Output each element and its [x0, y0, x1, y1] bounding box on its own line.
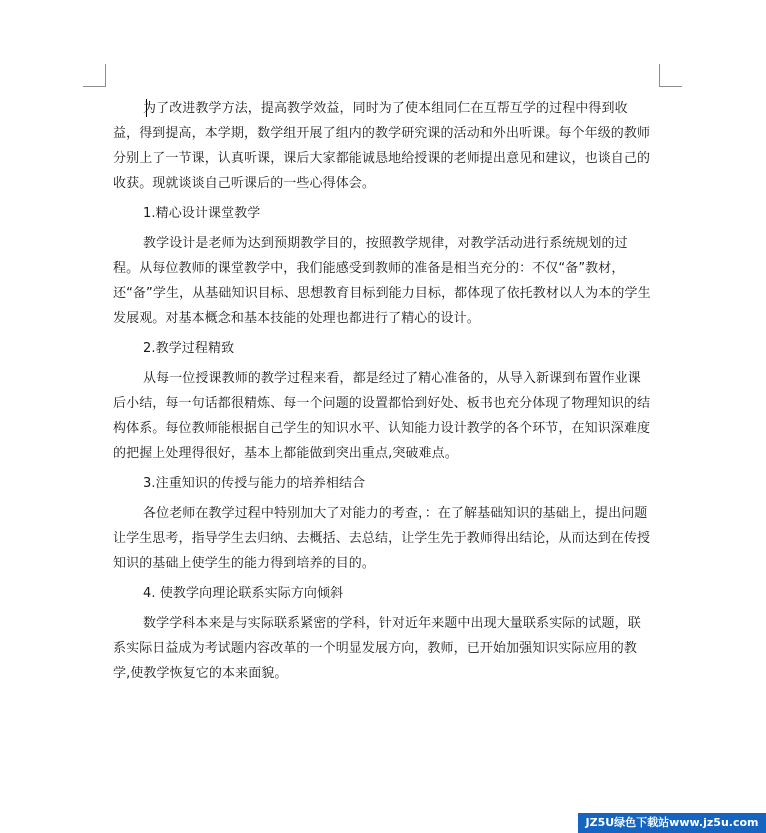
section-heading-3: 3.注重知识的传授与能力的培养相结合 — [143, 476, 366, 491]
section-body-2: 从每一位授课教师的教学过程来看，都是经过了精心准备的，从导入新课到布置作业课后小结，每一句话都很精炼、每一个问题的设置都恰到好处、板书也充分体现了物理知识的结构体系。每位教师能根据自己学生的知识水平、认知能力设计教学的各个环节，在知识深难度的把握上处理得很好，基本上都能做到突出重点,突破难点。 — [113, 371, 651, 461]
intro-paragraph: 为了改进教学方法，提高教学效益，同时为了使本组同仁在互帮互学的过程中得到收益，得到提高，本学期，数学组开展了组内的教学研究课的活动和外出听课。每个年级的教师分别上了一节课，认真听课，课后大家都能诚恳地给授课的老师提出意见和建议，也谈自己的收获。现就谈谈自己听课后的一些心得体会。 — [113, 101, 651, 191]
section-body-3: 各位老师在教学过程中特别加大了对能力的考查，：在了解基础知识的基础上，提出问题让学生思考，指导学生去归纳、去概括、去总结，让学生先于教师得出结论，从而达到在传授知识的基础上使学生的能力得到培养的目的。 — [113, 506, 651, 571]
section-body-4: 数学学科本来是与实际联系紧密的学科，针对近年来题中出现大量联系实际的试题，联系实际日益成为考试题内容改革的一个明显发展方向，教师，已开始加强知识实际应用的教学,使教学恢复它的本来面貌。 — [113, 616, 641, 681]
crop-mark-top-right — [659, 64, 682, 87]
section-heading-1: 1.精心设计课堂教学 — [143, 206, 261, 221]
section-body-1: 教学设计是老师为达到预期教学目的，按照教学规律，对教学活动进行系统规划的过程。从每位教师的课堂教学中，我们能感受到教师的准备是相当充分的：不仅“备”教材，还“备”学生，从基础知识目标、思想教育目标到能力目标，都体现了依托教材以人为本的学生发展观。对基本概念和基本技能的处理也都进行了精心的设计。 — [113, 236, 651, 326]
section-heading-4: 4. 使教学向理论联系实际方向倾斜 — [143, 586, 344, 601]
document-body[interactable] — [113, 96, 653, 686]
section-heading-2: 2.教学过程精致 — [143, 341, 235, 356]
crop-mark-top-left — [83, 64, 106, 87]
site-watermark: JZ5U绿色下载站www.jz5u.com — [578, 813, 766, 833]
